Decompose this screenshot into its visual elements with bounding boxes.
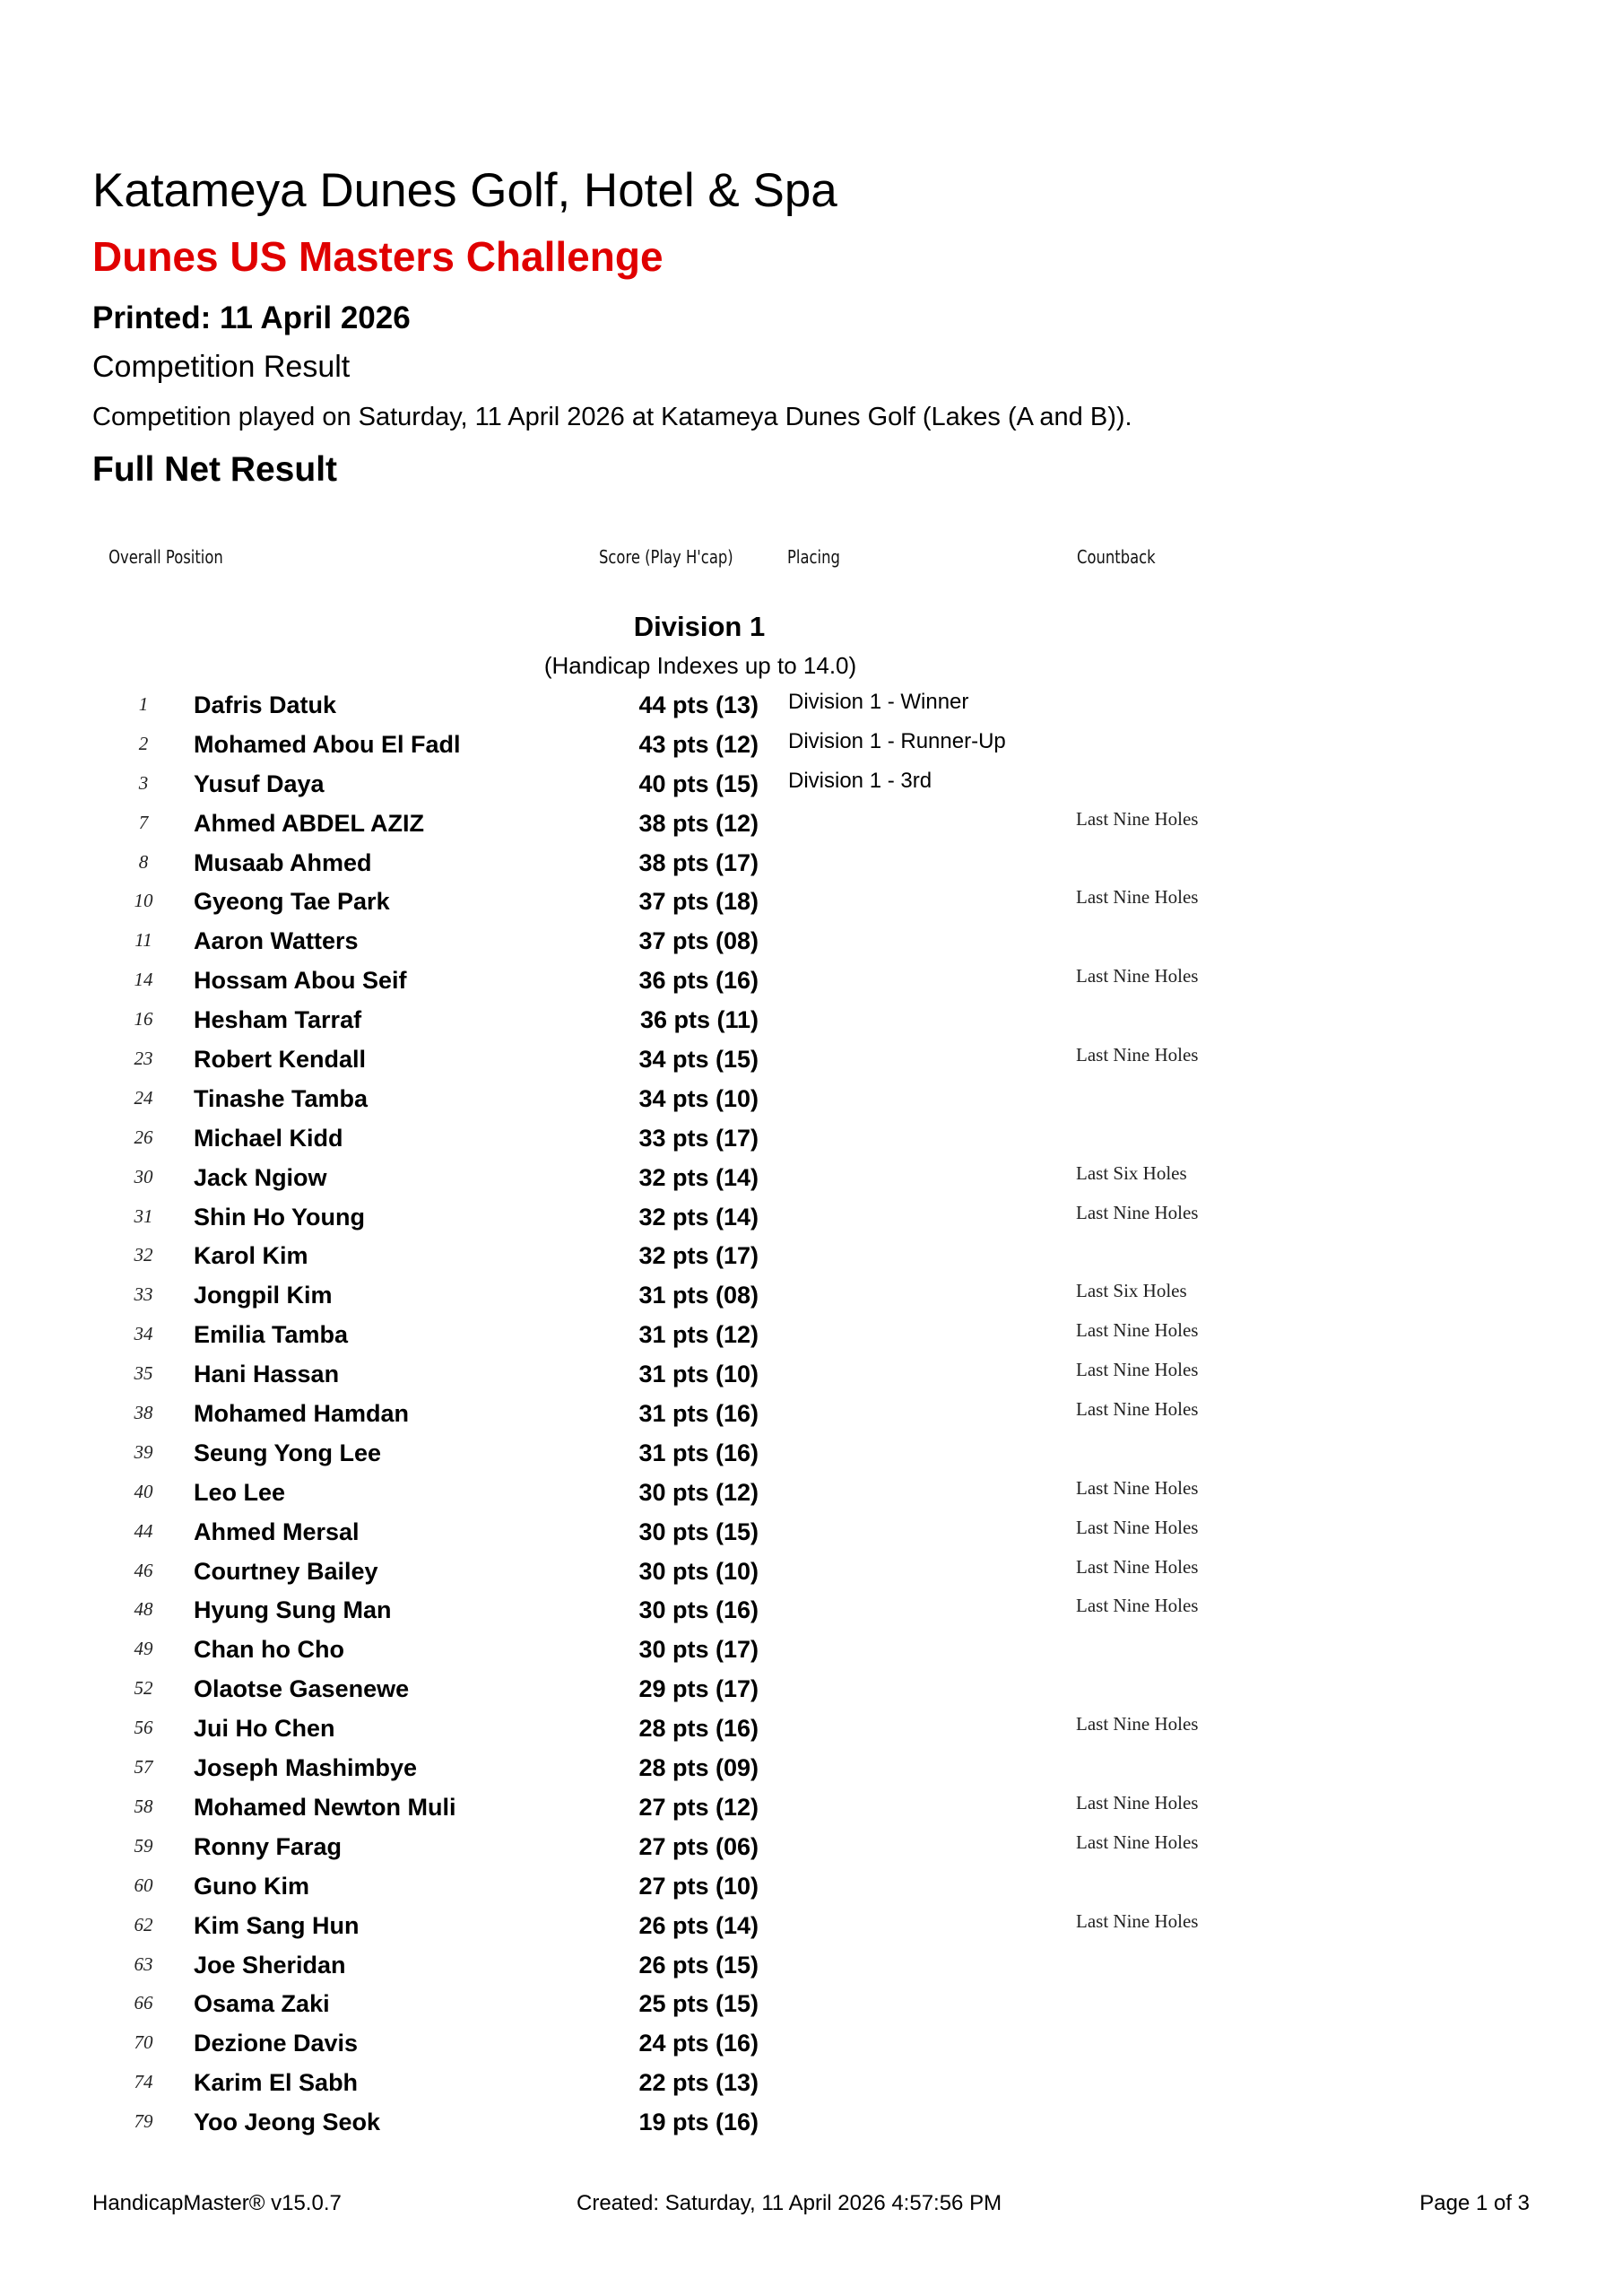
- score: 22 pts (13): [638, 2069, 759, 2097]
- results-table: [0, 689, 1622, 2145]
- position: 39: [134, 1440, 153, 1463]
- player-name: Robert Kendall: [194, 1046, 367, 1074]
- printed-date: Printed: 11 April 2026: [92, 300, 411, 335]
- table-row: [0, 807, 1622, 847]
- player-name: Joe Sheridan: [194, 1951, 346, 1979]
- position: 38: [134, 1402, 153, 1424]
- position: 49: [134, 1638, 153, 1660]
- countback: Last Nine Holes: [1076, 1909, 1199, 1932]
- table-row: [0, 2027, 1622, 2066]
- countback: Last Nine Holes: [1076, 1791, 1199, 1813]
- table-row: [0, 1516, 1622, 1555]
- table-row: [0, 885, 1622, 925]
- player-name: Guno Kim: [194, 1872, 309, 1900]
- player-name: Kim Sang Hun: [194, 1911, 360, 1939]
- position: 70: [134, 2031, 153, 2054]
- column-header-countback: Countback: [1077, 546, 1156, 568]
- position: 30: [134, 1165, 153, 1187]
- position: 74: [134, 2071, 153, 2093]
- position: 56: [134, 1717, 153, 1739]
- player-name: Jui Ho Chen: [194, 1715, 335, 1743]
- player-name: Gyeong Tae Park: [194, 888, 390, 916]
- player-name: Dezione Davis: [194, 2030, 359, 2057]
- countback: Last Nine Holes: [1076, 1555, 1199, 1578]
- score: 30 pts (10): [638, 1557, 759, 1585]
- table-row: [0, 1633, 1622, 1673]
- position: 23: [134, 1048, 153, 1070]
- table-row: [0, 1476, 1622, 1516]
- score: 31 pts (10): [638, 1361, 759, 1388]
- position: 34: [134, 1323, 153, 1345]
- player-name: Yoo Jeong Seok: [194, 2109, 381, 2136]
- position: 2: [138, 732, 149, 754]
- score: 44 pts (13): [638, 691, 759, 718]
- table-row: [0, 1987, 1622, 2027]
- position: 7: [138, 811, 149, 833]
- table-row: [0, 847, 1622, 886]
- table-row: [0, 1043, 1622, 1083]
- countback: Last Six Holes: [1076, 1280, 1187, 1302]
- table-row: [0, 1870, 1622, 1909]
- player-name: Ahmed Mersal: [194, 1518, 360, 1545]
- countback: Last Nine Holes: [1076, 1516, 1199, 1538]
- score: 28 pts (16): [638, 1715, 759, 1743]
- player-name: Jongpil Kim: [194, 1282, 333, 1309]
- score: 27 pts (12): [638, 1793, 759, 1821]
- countback: Last Nine Holes: [1076, 1713, 1199, 1735]
- player-name: Mohamed Abou El Fadl: [194, 730, 461, 758]
- score: 24 pts (16): [638, 2030, 759, 2057]
- table-row: [0, 768, 1622, 807]
- table-row: [0, 1122, 1622, 1161]
- position: 62: [134, 1913, 153, 1935]
- table-row: [0, 728, 1622, 768]
- score: 28 pts (09): [638, 1754, 759, 1782]
- player-name: Leo Lee: [194, 1478, 286, 1506]
- division-title: Division 1: [633, 611, 766, 642]
- table-row: [0, 2066, 1622, 2106]
- table-row: [0, 689, 1622, 728]
- position: 46: [134, 1559, 153, 1581]
- score: 32 pts (17): [638, 1242, 759, 1270]
- table-row: [0, 1752, 1622, 1791]
- placing: Division 1 - Winner: [788, 690, 969, 714]
- player-name: Mohamed Hamdan: [194, 1400, 410, 1428]
- position: 63: [134, 1952, 153, 1975]
- countback: Last Nine Holes: [1076, 1831, 1199, 1853]
- venue-title: Katameya Dunes Golf, Hotel & Spa: [92, 164, 837, 217]
- position: 60: [134, 1874, 153, 1896]
- player-name: Ronny Farag: [194, 1832, 343, 1860]
- countback: Last Nine Holes: [1076, 1398, 1199, 1421]
- table-row: [0, 1358, 1622, 1397]
- footer-created: Created: Saturday, 11 April 2026 4:57:56 PM: [577, 2191, 1002, 2215]
- table-row: [0, 2106, 1622, 2145]
- score: 27 pts (10): [638, 1872, 759, 1900]
- position: 35: [134, 1362, 153, 1385]
- placing: Division 1 - 3rd: [788, 768, 932, 793]
- position: 44: [134, 1519, 153, 1542]
- position: 79: [134, 2110, 153, 2133]
- player-name: Shin Ho Young: [194, 1203, 365, 1231]
- score: 37 pts (08): [638, 927, 759, 955]
- countback: Last Nine Holes: [1076, 1359, 1199, 1381]
- score: 34 pts (15): [638, 1046, 759, 1074]
- countback: Last Nine Holes: [1076, 807, 1199, 830]
- position: 26: [134, 1126, 153, 1148]
- division-subtitle: (Handicap Indexes up to 14.0): [543, 652, 857, 679]
- table-row: [0, 1712, 1622, 1752]
- score: 27 pts (06): [638, 1832, 759, 1860]
- position: 66: [134, 1992, 153, 2014]
- player-name: Olaotse Gasenewe: [194, 1675, 410, 1703]
- footer-page-number: Page 1 of 3: [1419, 2191, 1530, 2215]
- score: 33 pts (17): [638, 1124, 759, 1152]
- position: 3: [138, 771, 149, 794]
- countback: Last Nine Holes: [1076, 886, 1199, 909]
- placing: Division 1 - Runner-Up: [788, 728, 1006, 753]
- score: 30 pts (12): [638, 1478, 759, 1506]
- score: 36 pts (11): [639, 1006, 759, 1034]
- score: 25 pts (15): [638, 1990, 759, 2018]
- player-name: Joseph Mashimbye: [194, 1754, 418, 1782]
- player-name: Chan ho Cho: [194, 1636, 344, 1664]
- countback: Last Nine Holes: [1076, 1476, 1199, 1499]
- score: 34 pts (10): [638, 1084, 759, 1112]
- player-name: Dafris Datuk: [194, 691, 337, 718]
- position: 31: [134, 1205, 153, 1227]
- score: 31 pts (16): [638, 1400, 759, 1428]
- table-row: [0, 1673, 1622, 1712]
- table-row: [0, 1594, 1622, 1633]
- countback: Last Nine Holes: [1076, 1201, 1199, 1223]
- table-row: [0, 1239, 1622, 1279]
- table-row: [0, 1397, 1622, 1437]
- table-row: [0, 925, 1622, 964]
- position: 8: [138, 850, 149, 873]
- position: 59: [134, 1834, 153, 1857]
- played-info: Competition played on Saturday, 11 April 2026 at Katameya Dunes Golf (Lakes (A and B)).: [92, 403, 1132, 431]
- player-name: Osama Zaki: [194, 1990, 330, 2018]
- table-row: [0, 1083, 1622, 1122]
- position: 10: [134, 890, 153, 912]
- player-name: Michael Kidd: [194, 1124, 343, 1152]
- position: 48: [134, 1598, 153, 1621]
- score: 31 pts (12): [638, 1321, 759, 1349]
- table-row: [0, 1318, 1622, 1358]
- score: 19 pts (16): [638, 2109, 759, 2136]
- competition-name: Dunes US Masters Challenge: [92, 233, 664, 280]
- score: 31 pts (16): [638, 1439, 759, 1466]
- column-header-score: Score (Play H'cap): [599, 546, 733, 568]
- position: 40: [134, 1480, 153, 1502]
- player-name: Karim El Sabh: [194, 2069, 359, 2097]
- player-name: Emilia Tamba: [194, 1321, 349, 1349]
- column-header-placing: Placing: [787, 546, 840, 568]
- player-name: Yusuf Daya: [194, 770, 325, 797]
- position: 33: [134, 1283, 153, 1306]
- position: 52: [134, 1677, 153, 1700]
- score: 26 pts (15): [638, 1951, 759, 1979]
- player-name: Jack Ngiow: [194, 1163, 327, 1191]
- score: 30 pts (17): [638, 1636, 759, 1664]
- score: 30 pts (16): [638, 1596, 759, 1624]
- position: 16: [134, 1008, 153, 1031]
- position: 24: [134, 1086, 153, 1109]
- player-name: Hyung Sung Man: [194, 1596, 392, 1624]
- score: 32 pts (14): [638, 1163, 759, 1191]
- player-name: Mohamed Newton Muli: [194, 1793, 456, 1821]
- score: 40 pts (15): [638, 770, 759, 797]
- table-row: [0, 1831, 1622, 1870]
- position: 58: [134, 1795, 153, 1817]
- table-row: [0, 1555, 1622, 1595]
- position: 1: [138, 693, 149, 715]
- countback: Last Nine Holes: [1076, 1595, 1199, 1617]
- table-row: [0, 1791, 1622, 1831]
- score: 43 pts (12): [638, 730, 759, 758]
- countback: Last Nine Holes: [1076, 965, 1199, 987]
- score: 29 pts (17): [638, 1675, 759, 1703]
- score: 38 pts (17): [638, 848, 759, 876]
- player-name: Karol Kim: [194, 1242, 308, 1270]
- score: 26 pts (14): [638, 1911, 759, 1939]
- player-name: Hossam Abou Seif: [194, 967, 407, 995]
- score: 31 pts (08): [638, 1282, 759, 1309]
- position: 14: [134, 969, 153, 991]
- player-name: Hesham Tarraf: [194, 1006, 362, 1034]
- player-name: Courtney Bailey: [194, 1557, 378, 1585]
- player-name: Ahmed ABDEL AZIZ: [194, 809, 425, 837]
- position: 57: [134, 1756, 153, 1779]
- countback: Last Nine Holes: [1076, 1319, 1199, 1342]
- player-name: Seung Yong Lee: [194, 1439, 382, 1466]
- footer-software: HandicapMaster® v15.0.7: [92, 2191, 342, 2215]
- player-name: Hani Hassan: [194, 1361, 340, 1388]
- player-name: Tinashe Tamba: [194, 1084, 369, 1112]
- score: 36 pts (16): [638, 967, 759, 995]
- column-header-position: Overall Position: [108, 546, 223, 568]
- table-row: [0, 1161, 1622, 1201]
- table-row: [0, 1279, 1622, 1318]
- position: 11: [134, 929, 152, 952]
- table-row: [0, 1004, 1622, 1043]
- table-row: [0, 1949, 1622, 1988]
- section-title: Full Net Result: [92, 450, 338, 489]
- score: 38 pts (12): [638, 809, 759, 837]
- score: 37 pts (18): [638, 888, 759, 916]
- table-row: [0, 1201, 1622, 1240]
- table-row: [0, 964, 1622, 1004]
- player-name: Aaron Watters: [194, 927, 359, 955]
- table-row: [0, 1437, 1622, 1476]
- player-name: Musaab Ahmed: [194, 848, 372, 876]
- countback: Last Six Holes: [1076, 1161, 1187, 1184]
- score: 32 pts (14): [638, 1203, 759, 1231]
- result-type: Competition Result: [92, 350, 351, 384]
- score: 30 pts (15): [638, 1518, 759, 1545]
- countback: Last Nine Holes: [1076, 1044, 1199, 1066]
- table-row: [0, 1909, 1622, 1949]
- position: 32: [134, 1244, 153, 1266]
